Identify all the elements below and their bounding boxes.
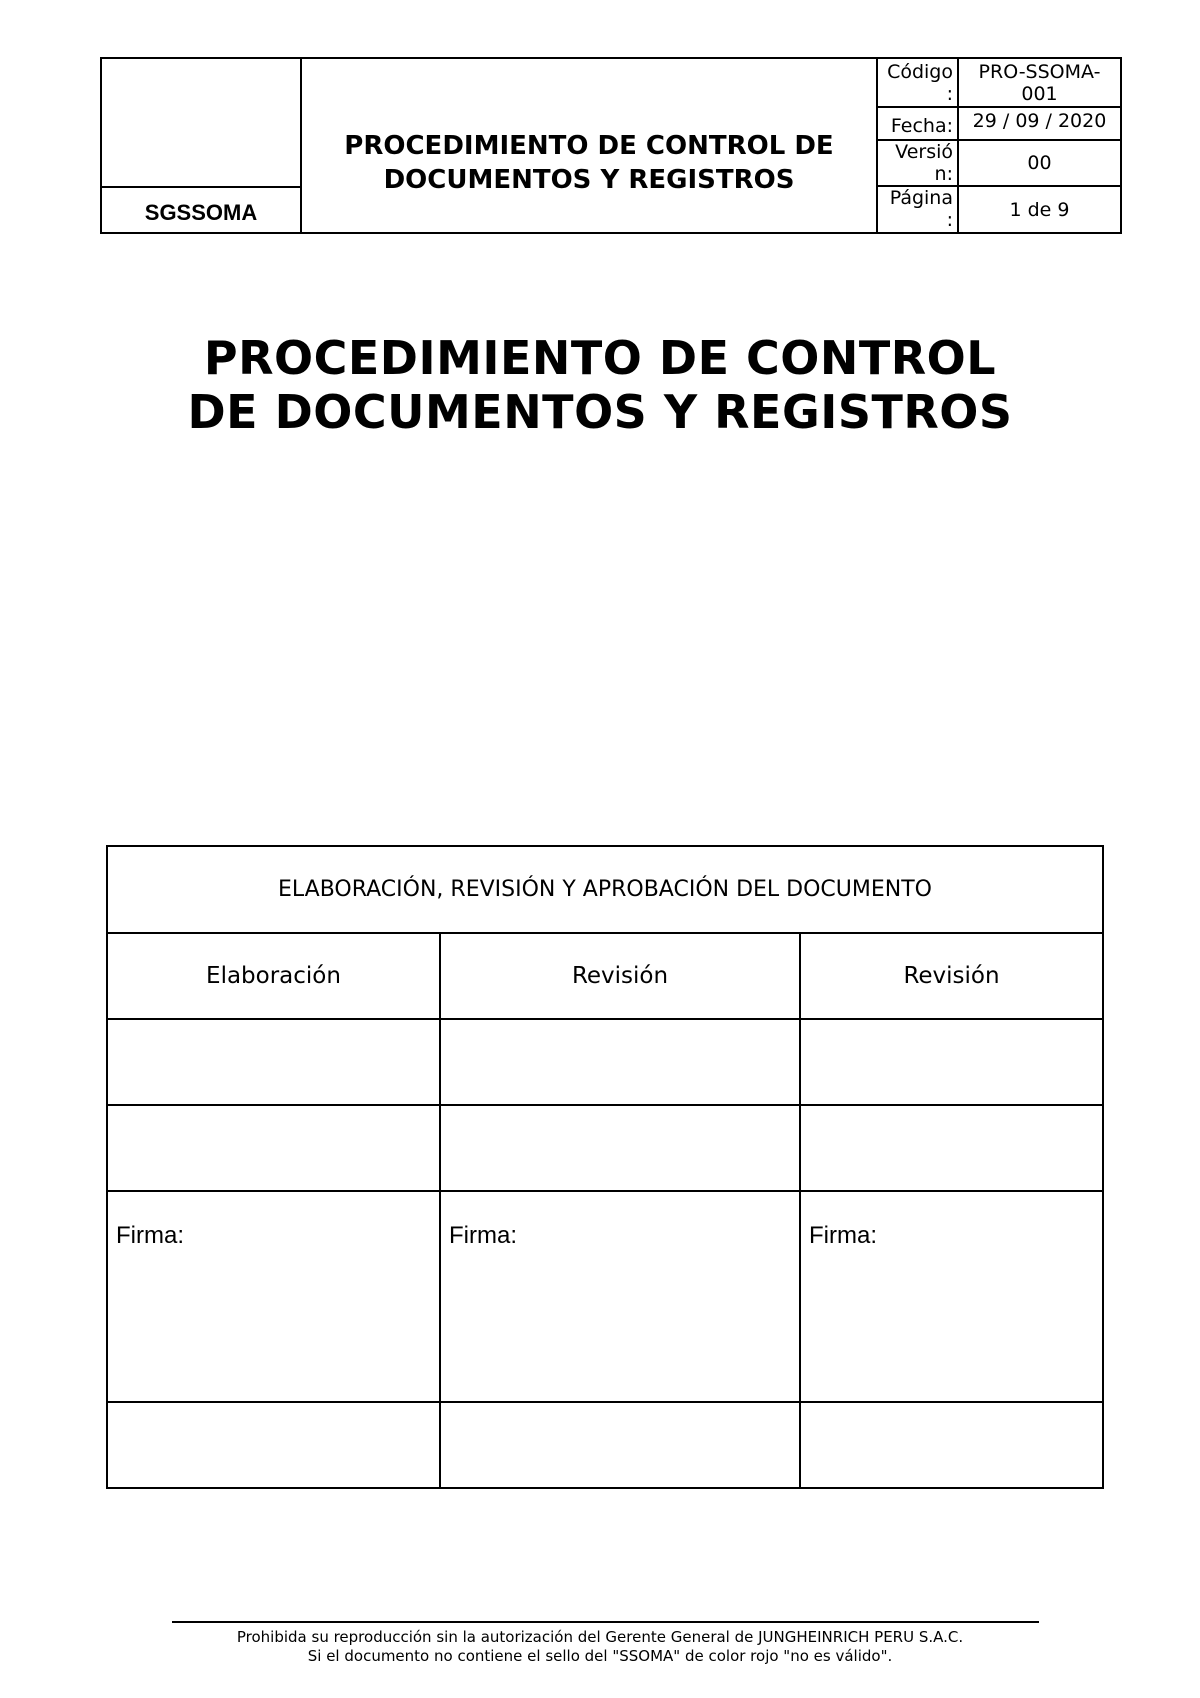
table-row	[107, 933, 1103, 1019]
header-title-line1: PROCEDIMIENTO DE CONTROL DE	[344, 130, 834, 161]
meta-page-label-1: Página	[889, 187, 953, 209]
footer-notice	[0, 1628, 1200, 1666]
column-header-revision-1: Revisión	[440, 933, 800, 1019]
meta-date-label: Fecha:	[878, 108, 959, 139]
meta-date-value: 29 / 09 / 2020	[972, 110, 1107, 132]
column-header-revision-2: Revisión	[800, 933, 1103, 1019]
empty-cell	[107, 1105, 440, 1191]
meta-code-value	[959, 59, 1120, 106]
empty-cell	[800, 1105, 1103, 1191]
table-row	[107, 1105, 1103, 1191]
document-header	[100, 57, 1122, 234]
footer-line1: Prohibida su reproducción sin la autorización del Gerente General de JUNGHEINRICH PERU S.A.C.	[236, 1628, 964, 1646]
logo-cell	[102, 59, 302, 188]
signature-cell-elaboracion: Firma:	[107, 1191, 440, 1402]
meta-page-value: 1 de 9	[1009, 199, 1070, 221]
meta-code-row	[878, 59, 1120, 108]
meta-page-row	[878, 187, 1120, 232]
footer-divider	[172, 1621, 1039, 1623]
meta-page-label	[878, 187, 959, 232]
meta-version-value: 00	[1027, 152, 1052, 174]
main-title-line2: DE DOCUMENTOS Y REGISTROS	[187, 385, 1013, 439]
meta-code-label	[878, 59, 959, 106]
table-row	[107, 1402, 1103, 1488]
table-row	[107, 1191, 1103, 1402]
empty-cell	[107, 1402, 440, 1488]
empty-cell	[440, 1402, 800, 1488]
main-title-line1: PROCEDIMIENTO DE CONTROL	[203, 331, 997, 385]
main-title	[0, 331, 1200, 439]
column-header-elaboracion: Elaboración	[107, 933, 440, 1019]
empty-cell	[800, 1019, 1103, 1105]
empty-cell	[440, 1105, 800, 1191]
table-row	[107, 1019, 1103, 1105]
header-title	[302, 59, 878, 232]
meta-code-label-2: :	[946, 83, 953, 105]
meta-version-row	[878, 141, 1120, 187]
org-name: SGSSOMA	[102, 188, 302, 232]
approval-caption: ELABORACIÓN, REVISIÓN Y APROBACIÓN DEL DOCUMENTO	[107, 846, 1103, 933]
meta-version-label-2: n:	[934, 163, 953, 185]
signature-cell-revision-2: Firma:	[800, 1191, 1103, 1402]
meta-code-value-1: PRO-SSOMA-	[978, 61, 1101, 83]
meta-code-label-1: Código	[887, 61, 953, 83]
footer-line2: Si el documento no contiene el sello del "SSOMA" de color rojo "no es válido".	[307, 1647, 893, 1665]
empty-cell	[107, 1019, 440, 1105]
meta-date-row	[878, 108, 1120, 141]
empty-cell	[440, 1019, 800, 1105]
table-row	[107, 846, 1103, 933]
signature-cell-revision-1: Firma:	[440, 1191, 800, 1402]
empty-cell	[800, 1402, 1103, 1488]
meta-page-label-2: :	[946, 209, 953, 231]
header-title-line2: DOCUMENTOS Y REGISTROS	[383, 164, 795, 195]
header-meta	[878, 59, 1120, 232]
meta-version-label-1: Versió	[895, 141, 953, 163]
approval-table	[106, 845, 1104, 1489]
meta-code-value-2: 001	[1021, 83, 1058, 105]
meta-version-label	[878, 141, 959, 185]
